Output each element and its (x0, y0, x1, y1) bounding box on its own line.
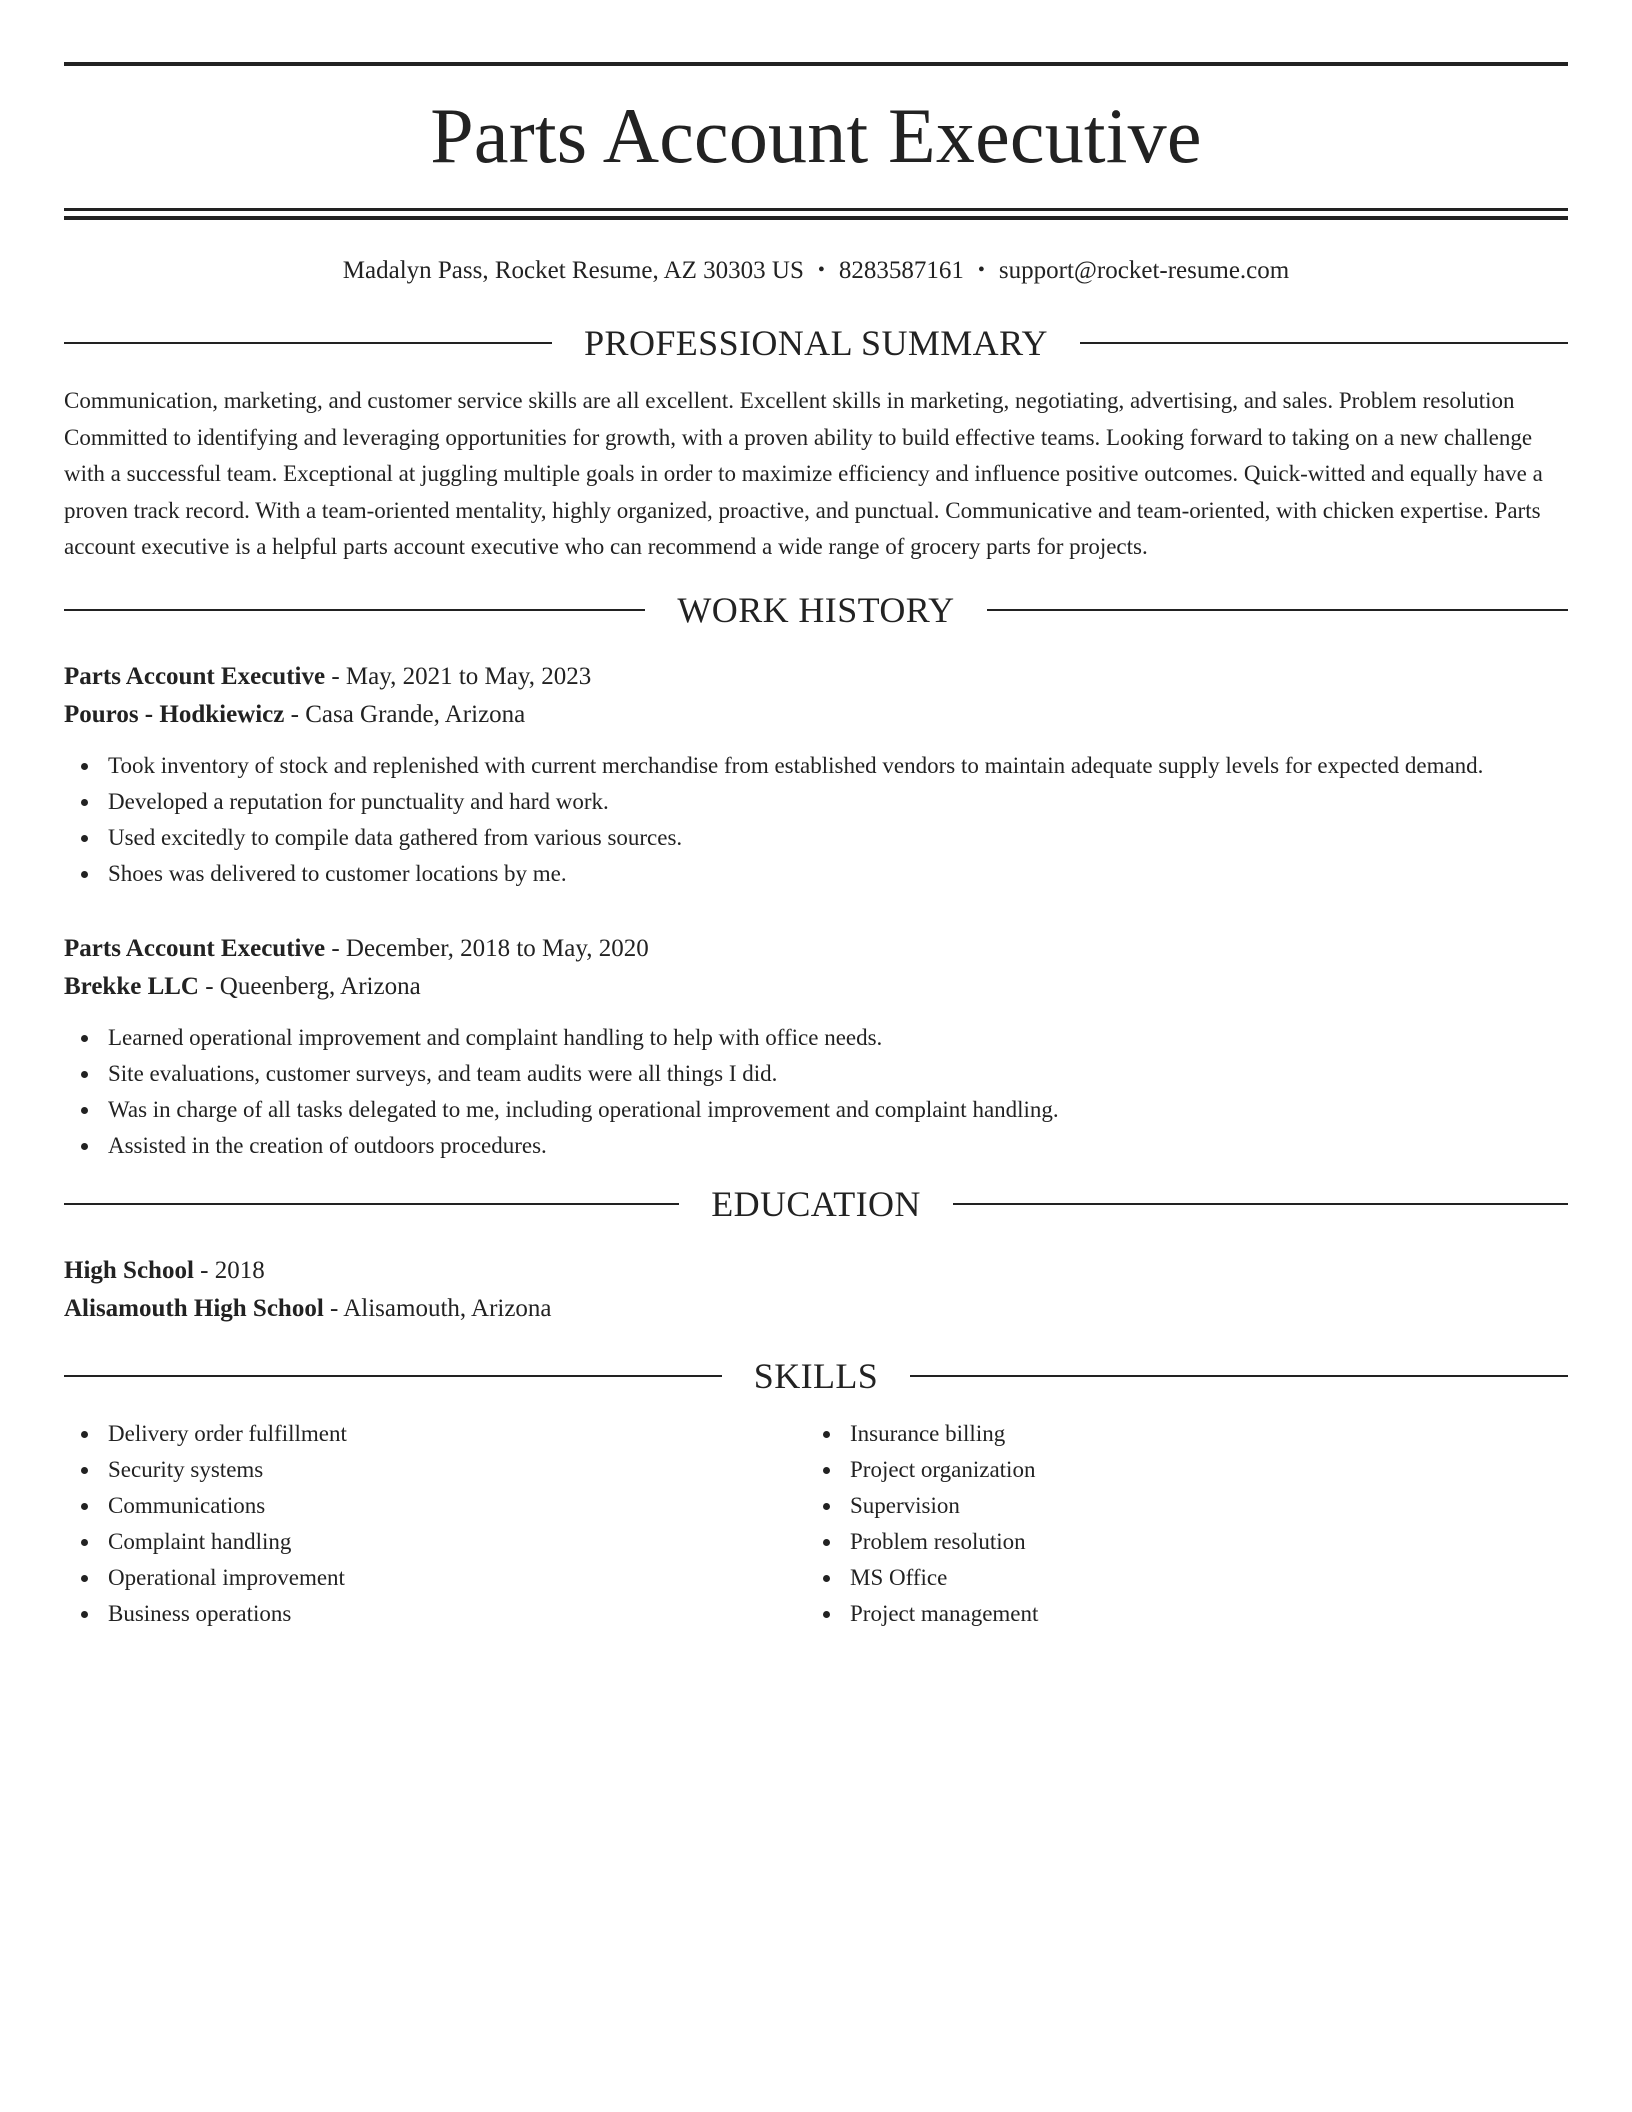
job-location: - Queenberg, Arizona (205, 972, 421, 1000)
contact-phone[interactable]: 8283587161 (838, 257, 964, 284)
job-company: Pouros - Hodkiewicz (64, 700, 285, 728)
job-bullet-list (64, 748, 1568, 892)
work-history-heading (64, 589, 1568, 630)
section-title: WORK HISTORY (677, 589, 955, 630)
skill-item: Project organization (850, 1452, 1548, 1488)
job-role: Parts Account Executive (64, 934, 326, 962)
contact-separator: • (817, 259, 825, 281)
job-location: - Casa Grande, Arizona (290, 700, 526, 728)
job-bullet: Assisted in the creation of outdoors procedures. (108, 1128, 1568, 1164)
job-bullet: Was in charge of all tasks delegated to me, including operational improvement and complaint handling. (108, 1092, 1568, 1128)
section-title: PROFESSIONAL SUMMARY (584, 323, 1048, 363)
job-company-line (64, 968, 1568, 1006)
job-title-line (64, 930, 1568, 968)
job-company: Brekke LLC (64, 972, 199, 1000)
skill-item: Insurance billing (850, 1416, 1548, 1452)
heading-rule-left (64, 1203, 679, 1205)
skill-item: Business operations (108, 1596, 806, 1632)
education-degree-line (64, 1252, 1568, 1290)
job-dates: - December, 2018 to May, 2020 (331, 934, 649, 962)
skill-item: Supervision (850, 1488, 1548, 1524)
heading-rule-right (1080, 342, 1568, 344)
professional-summary-heading (64, 325, 1568, 361)
job-bullet: Took inventory of stock and replenished with current merchandise from established vendors to maintain adequate supply levels for expected demand. (108, 748, 1568, 784)
job-dates: - May, 2021 to May, 2023 (331, 662, 592, 690)
skill-item: Security systems (108, 1452, 806, 1488)
job-bullet: Site evaluations, customer surveys, and team audits were all things I did. (108, 1056, 1568, 1092)
job-bullet: Shoes was delivered to customer locations by me. (108, 856, 1568, 892)
skill-item: Delivery order fulfillment (108, 1416, 806, 1452)
heading-rule-left (64, 609, 645, 611)
job-bullet: Developed a reputation for punctuality and hard work. (108, 784, 1568, 820)
heading-rule-left (64, 1375, 722, 1377)
education-degree: High School (64, 1256, 194, 1284)
job-bullet: Learned operational improvement and complaint handling to help with office needs. (108, 1020, 1568, 1056)
contact-line (64, 258, 1568, 283)
heading-rule-right (910, 1375, 1568, 1377)
skill-item: Complaint handling (108, 1524, 806, 1560)
skills-heading (64, 1355, 1568, 1396)
section-title: EDUCATION (711, 1183, 921, 1224)
education-location: - Alisamouth, Arizona (330, 1294, 552, 1322)
education-entry (64, 1252, 1568, 1328)
work-entry (64, 658, 1568, 892)
skill-item: Operational improvement (108, 1560, 806, 1596)
professional-summary-text: Communication, marketing, and customer service skills are all excellent. Excellent skills in marketing, negotiating, advertising, and sales. Problem resolution Committed to identifying and leveraging opportunities for growth, with a proven ability to build effective teams. Looking forward to taking on a new challenge with a successful team. Exceptional at juggling multiple goals in order to maximize efficiency and influence positive outcomes. Quick-witted and equally have a proven track record. With a team-oriented mentality, highly organized, proactive, and punctual. Communicative and team-oriented, with chicken expertise. Parts account executive is a helpful parts account executive who can recommend a wide range of grocery parts for projects. (64, 388, 1543, 559)
contact-email[interactable]: support@rocket-resume.com (998, 257, 1290, 284)
heading-rule-right (953, 1203, 1568, 1205)
double-rule (64, 208, 1568, 220)
skills-column-right (806, 1416, 1548, 1632)
job-title-line (64, 658, 1568, 696)
skills-list (806, 1416, 1548, 1632)
education-heading (64, 1183, 1568, 1224)
skills-grid (64, 1416, 1568, 1632)
resume-title: Parts Account Executive (430, 92, 1202, 179)
skill-item: Problem resolution (850, 1524, 1548, 1560)
skills-column-left (64, 1416, 806, 1632)
job-company-line (64, 696, 1568, 734)
section-title: SKILLS (753, 1355, 879, 1396)
job-bullet: Used excitedly to compile data gathered from various sources. (108, 820, 1568, 856)
heading-rule-right (987, 609, 1568, 611)
work-entry (64, 930, 1568, 1164)
education-school: Alisamouth High School (64, 1294, 324, 1322)
top-rule (64, 62, 1568, 66)
contact-separator: • (977, 259, 985, 281)
heading-rule-left (64, 342, 552, 344)
contact-address: Madalyn Pass, Rocket Resume, AZ 30303 US (342, 257, 804, 284)
skill-item: MS Office (850, 1560, 1548, 1596)
education-school-line (64, 1290, 1568, 1328)
job-role: Parts Account Executive (64, 662, 326, 690)
skill-item: Communications (108, 1488, 806, 1524)
skill-item: Project management (850, 1596, 1548, 1632)
education-year: - 2018 (200, 1256, 265, 1284)
skills-list (64, 1416, 806, 1632)
job-bullet-list (64, 1020, 1568, 1164)
